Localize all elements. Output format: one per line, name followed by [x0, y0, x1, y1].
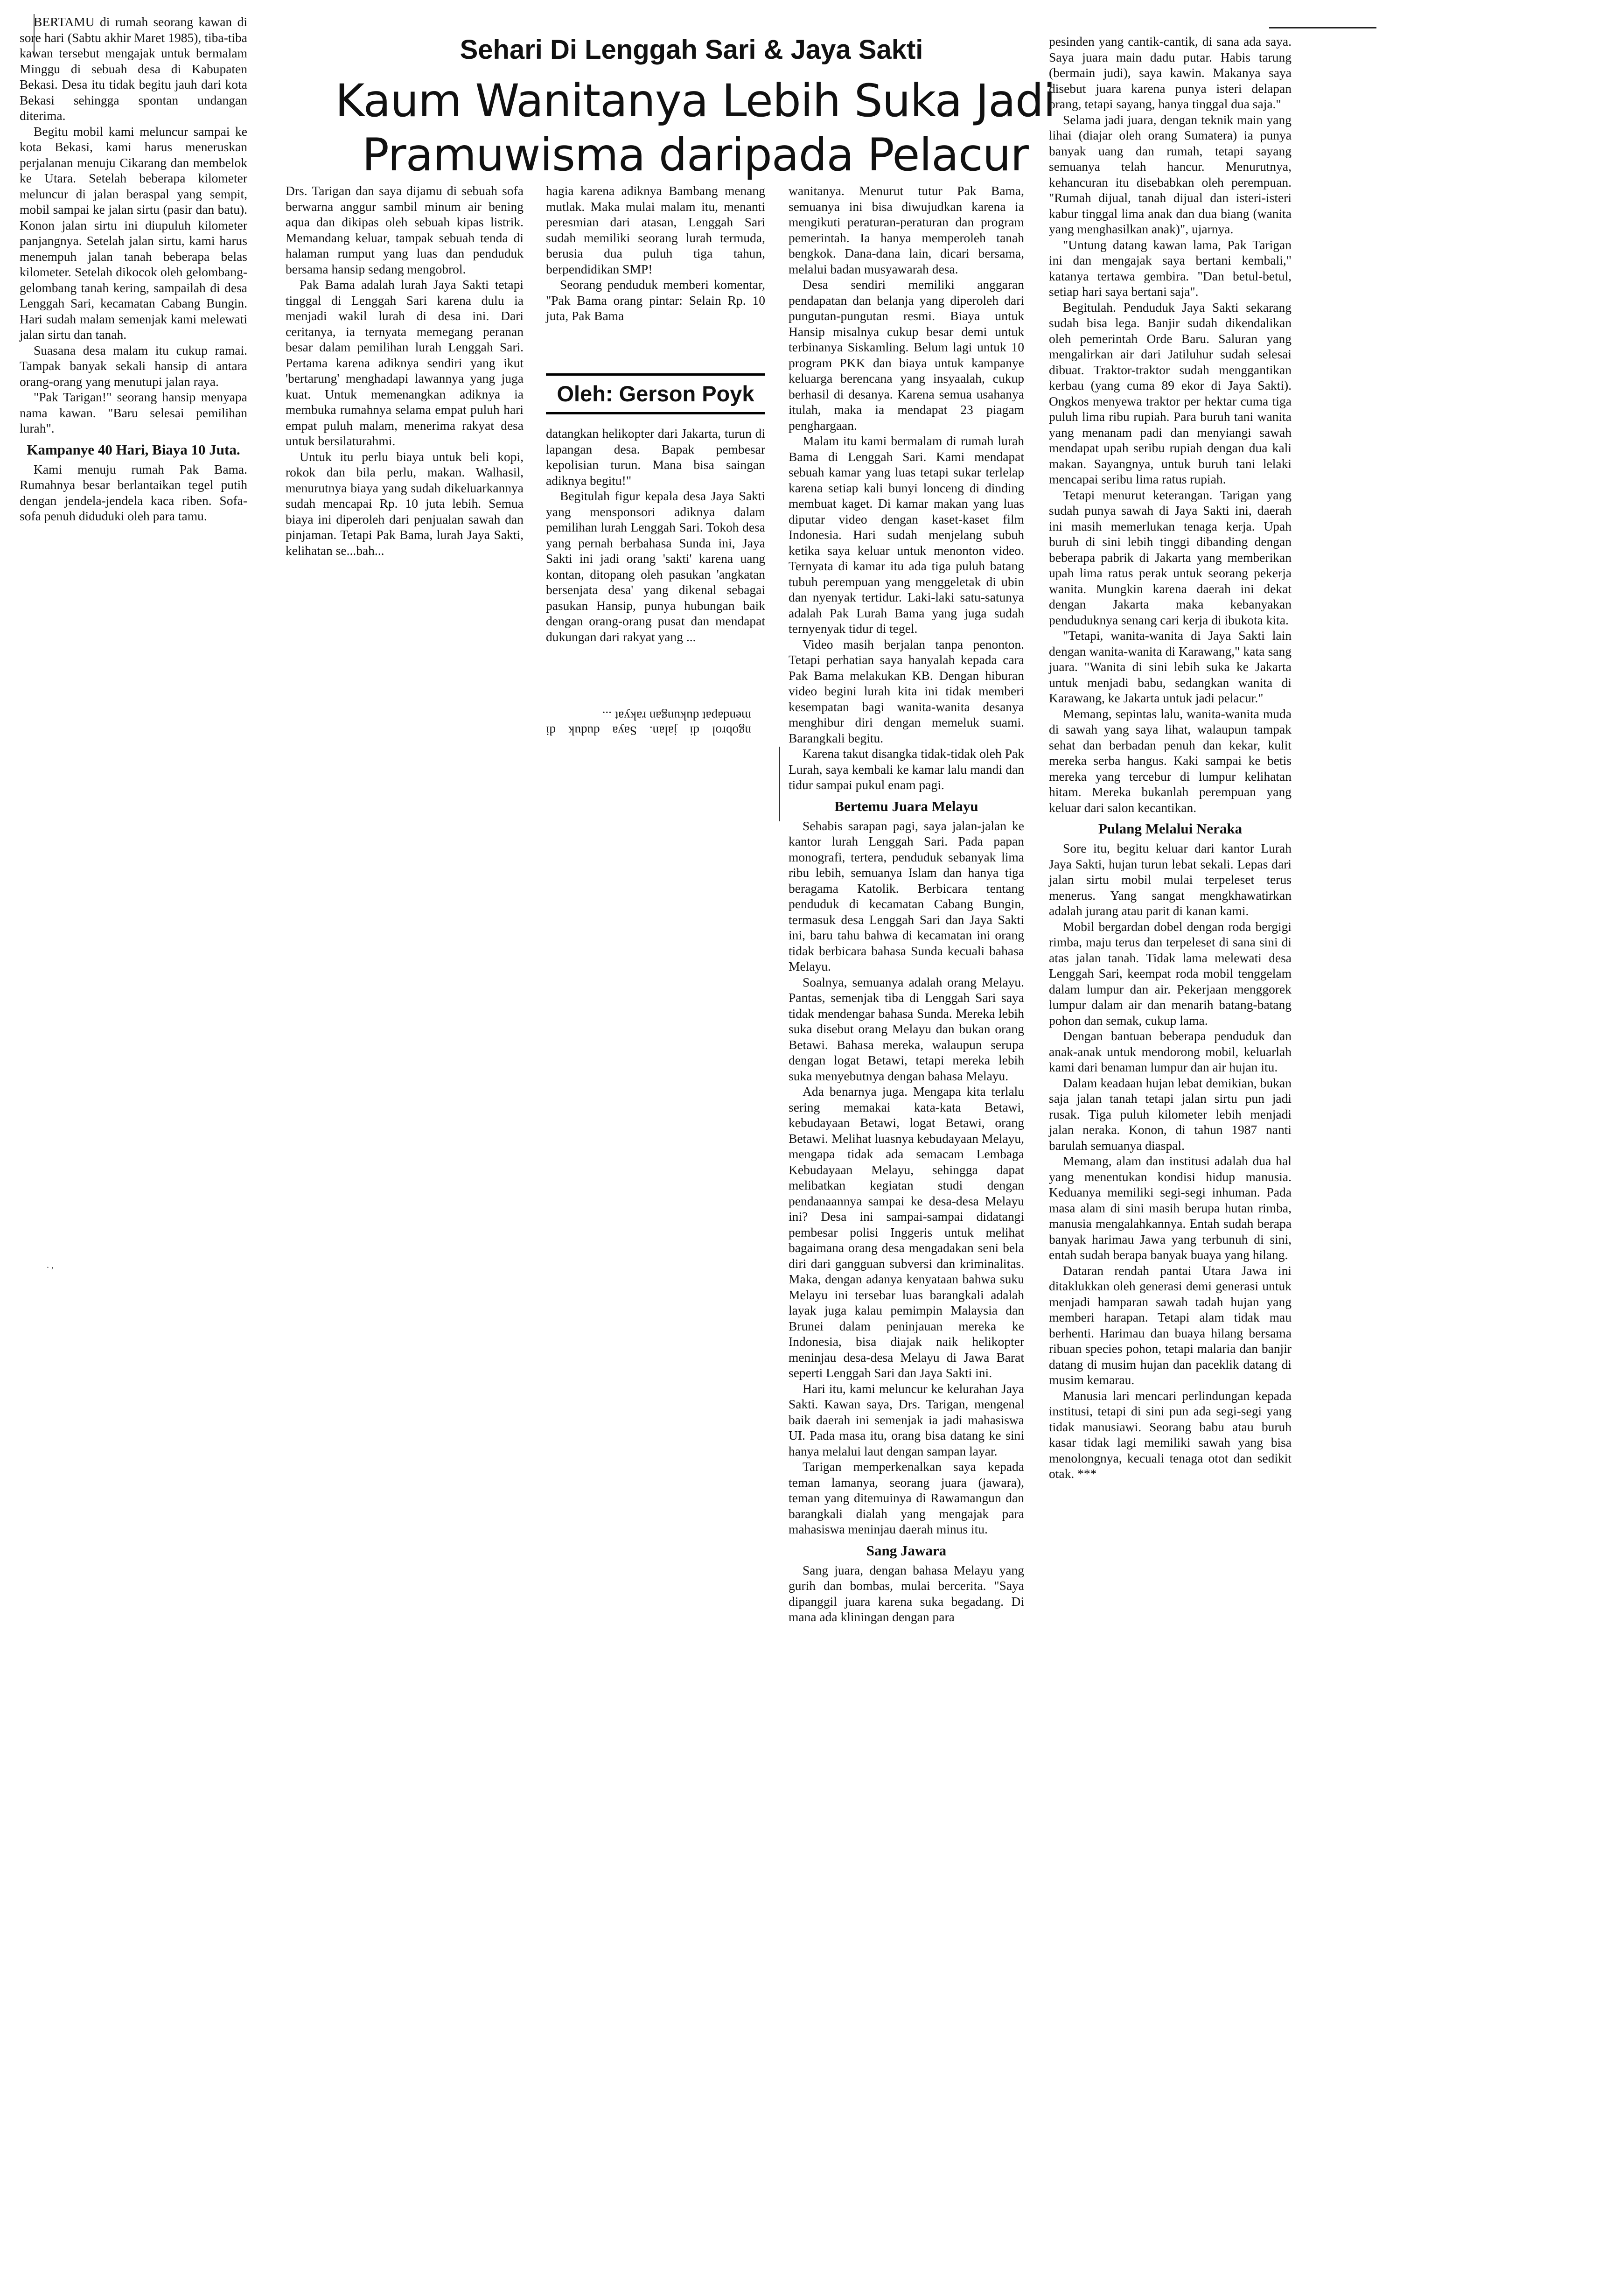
- paragraph: Sore itu, begitu keluar dari kantor Lurah Jaya Sakti, hujan turun lebat sekali. Lepas dari jalan sirtu mobil mulai terpeleset terus menerus. Yang sangat mengkhawatirkan adalah jurang atau parit di kanan kami.: [1049, 841, 1292, 918]
- column-1: [20, 14, 247, 524]
- paragraph: Drs. Tarigan dan saya dijamu di sebuah sofa berwarna anggur sambil minum air bening aqua dan dikipas oleh sebuah kipas listrik. Memandang keluar, tampak sebuah tenda di halaman rumput yang luas dan penduduk bersama hansip sedang mengobrol.: [286, 183, 524, 276]
- paragraph: Memang, sepintas lalu, wanita-wanita muda di sawah yang saya lihat, walaupun tampak sehat dan berbadan penuh dan kekar, kulit mereka serba hangus. Kaki sampai ke betis mereka yang tercebur di lumpur kelihatan hitam. Mereka bukanlah perempuan yang keluar dari salon kecantikan.: [1049, 706, 1292, 815]
- column-2: [286, 183, 524, 558]
- paragraph: Hari itu, kami meluncur ke kelurahan Jaya Sakti. Kawan saya, Drs. Tarigan, mengenal baik daerah ini semenjak ia jadi mahasiswa UI. Pada masa itu, orang bisa datang ke sini hanya melalui laut dengan sampan layar.: [789, 1381, 1024, 1458]
- paragraph: Kami menuju rumah Pak Bama. Rumahnya besar berlantaikan tegel putih dengan jendela-jendela kaca riben. Sofa-sofa penuh diduduki oleh para tamu.: [20, 462, 247, 523]
- headline-line-1: Kaum Wanitanya Lebih Suka Jadi: [335, 75, 1055, 127]
- paragraph: Sang juara, dengan bahasa Melayu yang gurih dan bombas, mulai bercerita. "Saya dipanggil juara karena suka begadang. Di mana ada kliningan dengan para: [789, 1562, 1024, 1624]
- column-rule: [779, 747, 780, 821]
- paragraph: Soalnya, semuanya adalah orang Melayu. Pantas, semenjak tiba di Lenggah Sari saya tidak mendengar bahasa Sunda. Mereka lebih suka disebut orang Melayu dan bukan orang Betawi. Bahasa mereka, walaupun serupa dengan logat Betawi, tetapi mereka lebih suka menyebutnya dengan bahasa Melayu.: [789, 974, 1024, 1083]
- paragraph: Tarigan memperkenalkan saya kepada teman lamanya, seorang juara (jawara), teman yang ditemuinya di Rawamangun dan barangkali dialah yang mengajak para mahasiswa meninjau daerah minus itu.: [789, 1459, 1024, 1536]
- inverted-text-fragment: [546, 708, 751, 738]
- paragraph: Suasana desa malam itu cukup ramai. Tampak banyak sekali hansip di antara orang-orang yang menutupi jalan raya.: [20, 343, 247, 389]
- paragraph: Begitulah. Penduduk Jaya Sakti sekarang sudah bisa lega. Banjir sudah dikendalikan oleh pemerintah Orde Baru. Saluran yang mengalirkan air dari Jatiluhur sudah selesai dibuat. Traktor-traktor sudah menggantikan kerbau (yang cuma 89 ekor di Jaya Sakti). Ongkos menyewa traktor per hektar cuma tiga puluh lima ribu rupiah. Para buruh tani wanita yang menanam padi dan menyiangi sawah mendapat upah seribu rupiah dengan dua kali makan. Sayangnya, untuk buruh tani lelaki mencapai seribu lima ratus rupiah.: [1049, 300, 1292, 486]
- paragraph: Video masih berjalan tanpa penonton. Tetapi perhatian saya hanyalah kepada cara Pak Bama melakukan KB. Dengan hiburan video begini lurah kita ini tidak memberi kesempatan bagi wanita-wanita desanya menghibur diri dengan memeluk suami. Barangkali begitu.: [789, 637, 1024, 745]
- headline-line-2: Pramuwisma daripada Pelacur: [362, 129, 1028, 181]
- scan-specks: . ,: [47, 1260, 54, 1270]
- paragraph: Pak Bama adalah lurah Jaya Sakti tetapi tinggal di Lenggah Sari karena dulu ia menjadi wakil lurah di desa ini. Dari ceritanya, ia ternyata memegang peranan besar dalam pemilihan lurah Lenggah Sari. Pertama karena adiknya sendiri yang ikut 'bertarung' menghadapi lawannya yang juga kuat. Untuk memenangkan adiknya ia membuka rumahnya selama empat puluh hari empat puluh malam, menerima rakyat desa untuk bersilaturahmi.: [286, 277, 524, 448]
- paragraph: Malam itu kami bermalam di rumah lurah Bama di Lenggah Sari. Kami mendapat sebuah kamar yang luas tetapi sukar terlelap karena setiap kali bunyi lonceng di dinding membuat kaget. Di kamar makan yang luas diputar video dengan kaset-kaset film Indonesia. Hari sudah menjelang subuh ketika saya keluar untuk menonton video. Ternyata di kamar itu ada tiga puluh batang tubuh perempuan yang menggeletak di ubin dan nyenyak tertidur. Laki-laki satu-satunya adalah Pak Lurah Bama yang juga sudah ternyenyak tidur di tegel.: [789, 434, 1024, 636]
- paragraph: "Pak Tarigan!" seorang hansip menyapa nama kawan. "Baru selesai pemilihan lurah".: [20, 390, 247, 435]
- paragraph: Dalam keadaan hujan lebat demikian, bukan saja jalan tanah tetapi jalan sirtu pun jadi rusak. Tiga puluh kilometer lebih menjadi jalan neraka. Konon, di tahun 1987 nanti barulah semuanya diaspal.: [1049, 1075, 1292, 1153]
- subheading: Bertemu Juara Melayu: [834, 798, 978, 814]
- paragraph: datangkan helikopter dari Jakarta, turun di lapangan desa. Bapak pembesar kepolisian turun. Mana bisa saingan adiknya begitu!": [546, 426, 765, 488]
- column-5: [1049, 34, 1292, 1482]
- paragraph: ngobrol di jalan. Saya duduk di mendapat dukungan rakyat ...: [546, 709, 751, 738]
- column-4: [789, 183, 1024, 1625]
- paragraph: Mobil bergardan dobel dengan roda bergigi rimba, maju terus dan terpeleset di sana sini di atas jalan tanah. Tidak lama melewati desa Lenggah Sari, keempat roda mobil tenggelam dalam lumpur dan air. Pekerjaan menggorek lumpur dalam air dan menarih batang-batang pohon dan semak, cukup lama.: [1049, 919, 1292, 1028]
- paragraph: Memang, alam dan institusi adalah dua hal yang menentukan kondisi hidup manusia. Keduanya memiliki segi-segi inhuman. Pada masa alam di sini masih berupa hutan rimba, manusia mengalahkannya. Entah sudah berapa banyak harimau Jawa yang terbunuh di sini, entah sudah berapa banyak buaya yang hilang.: [1049, 1154, 1292, 1262]
- paragraph: Untuk itu perlu biaya untuk beli kopi, rokok dan bila perlu, makan. Walhasil, menurutnya biaya yang sudah dikeluarkannya sudah mencapai Rp. 10 juta lebih. Semua biaya ini diperoleh dari penjualan sawah dan pinjaman. Tetapi Pak Bama, lurah Jaya Sakti, kelihatan se...bah...: [286, 449, 524, 558]
- paragraph: Karena takut disangka tidak-tidak oleh Pak Lurah, saya kembali ke kamar lalu mandi dan tidur sampai pukul enam pagi.: [789, 746, 1024, 792]
- subheading: Pulang Melalui Neraka: [1098, 820, 1243, 837]
- subheading: Kampanye 40 Hari, Biaya 10 Juta.: [27, 441, 240, 458]
- byline: Oleh: Gerson Poyk: [546, 373, 765, 414]
- subheading: Sang Jawara: [866, 1542, 947, 1559]
- paragraph: Selama jadi juara, dengan teknik main yang lihai (diajar oleh orang Sumatera) ia punya banyak uang dan rumah, tetapi sayang semuanya telah hancur. Menurutnya, kehancuran itu disebabkan oleh perempuan. "Rumah dijual, tanah dijual dan isteri-isteri kabur tinggal lima anak dan dua biang (wanita yang menghasilkan anak)", ujarnya.: [1049, 112, 1292, 236]
- paragraph: Tetapi menurut keterangan. Tarigan yang sudah punya sawah di Jaya Sakti ini, daerah ini masih memerlukan tenaga kerja. Upah buruh di sini lebih tinggi dibanding dengan beberapa pabrik di Jakarta yang memberikan upah lima ratus perak untuk seorang pekerja wanita. Mungkin karena daerah ini dekat dengan Jakarta maka kebanyakan penduduknya senang cari kerja di ibukota kita.: [1049, 487, 1292, 627]
- paragraph: wanitanya. Menurut tutur Pak Bama, semuanya ini bisa diwujudkan karena ia mengikuti peraturan-peraturan dan program pemerintah. Ia hanya memperoleh tanah bengkok. Dana-dana lain, dicari bersama, melalui badan musyawarah desa.: [789, 183, 1024, 276]
- column-3: [546, 183, 765, 324]
- paragraph: pesinden yang cantik-cantik, di sana ada saya. Saya juara main dadu putar. Habis tarung (bermain judi), saya kawin. Makanya saya disebut juara karena punya isteri delapan orang, tetapi sayang, hanya tinggal dua saja.": [1049, 34, 1292, 111]
- paragraph: "Tetapi, wanita-wanita di Jaya Sakti lain dengan wanita-wanita di Karawang," kata sang juara. "Wanita di sini lebih suka ke Jakarta untuk menjadi babu, sedangkan wanita di Karawang, ke Jakarta untuk jadi pelacur.": [1049, 628, 1292, 705]
- paragraph: Dengan bantuan beberapa penduduk dan anak-anak untuk mendorong mobil, keluarlah kami dari benaman lumpur dan air hujan itu.: [1049, 1029, 1292, 1074]
- paragraph: Sehabis sarapan pagi, saya jalan-jalan ke kantor lurah Lenggah Sari. Pada papan monografi, tertera, penduduk sebanyak lima ribu lebih, semuanya Islam dan hanya tiga beragama Katolik. Berbicara tentang penduduk di kecamatan Cabang Bungin, termasuk desa Lenggah Sari dan Jaya Sakti ini, baru tahu bahwa di kecamatan ini orang tidak berbicara bahasa Sunda kecuali bahasa Melayu.: [789, 818, 1024, 973]
- paragraph: hagia karena adiknya Bambang menang mutlak. Maka mulai malam itu, menanti peresmian dari atasan, Lenggah Sari sudah memiliki seorang lurah termuda, berusia dua puluh tiga tahun, berpendidikan SMP!: [546, 183, 765, 276]
- top-rule: [1269, 27, 1376, 28]
- paragraph: Begitulah figur kepala desa Jaya Sakti yang mensponsori adiknya dalam pemilihan lurah Lenggah Sari. Tokoh desa yang pernah berbahasa Sunda ini, Jaya Sakti ini jadi orang 'sakti' karena uang kontan, ditopang oleh pasukan 'angkatan bersenjata desa' yang dikenal sebagai pasukan Hansip, punya hubungan baik dengan orang-orang pusat dan mendapat dukungan dari rakyat yang ...: [546, 489, 765, 644]
- paragraph: Desa sendiri memiliki anggaran pendapatan dan belanja yang diperoleh dari pungutan-pungutan resmi. Biaya untuk Hansip misalnya cukup besar demi untuk terbinanya Siskamling. Belum lagi untuk 10 program PKK dan biaya untuk kampanye keluarga berencana yang insyaalah, cukup berhasil di desanya. Karena semua usahanya itulah, maka ia mendapat 23 piagam penghargaan.: [789, 277, 1024, 433]
- paragraph: Seorang penduduk memberi komentar, "Pak Bama orang pintar: Selain Rp. 10 juta, Pak Bama: [546, 277, 765, 323]
- article-kicker: Sehari Di Lenggah Sari & Jaya Sakti: [460, 35, 923, 65]
- paragraph: Begitu mobil kami meluncur sampai ke kota Bekasi, kami harus meneruskan perjalanan menuju Cikarang dan membelok ke Utara. Setelah beberapa kilometer meluncur di jalan beraspal yang sempit, mobil sampai ke jalan sirtu (pasir dan batu). Konon jalan sirtu ini diupuluh kilometer panjangnya. Setelah jalan sirtu, kami harus menempuh jalan tanah beberapa belas kilometer. Setelah dikocok oleh gelombang-gelombang tanah kering, sampailah di desa Lenggah Sari, kecamatan Cabang Bungin. Hari sudah malam semenjak kami melewati jalan sirtu dan tanah.: [20, 124, 247, 342]
- paragraph: BERTAMU di rumah seorang kawan di sore hari (Sabtu akhir Maret 1985), tiba-tiba kawan tersebut mengajak untuk bermalam Minggu di sebuah desa di Kabupaten Bekasi. Desa itu tidak begitu jauh dari kota Bekasi sehingga spontan undangan diterima.: [20, 14, 247, 123]
- article-headline: [271, 74, 1120, 182]
- paragraph: Dataran rendah pantai Utara Jawa ini ditaklukkan oleh generasi demi generasi untuk menjadi hamparan sawah tadah hujan yang memberi harapan. Tetapi alam tidak mau berhenti. Harimau dan buaya hilang bersama ribuan species pohon, tetapi malaria dan banjir datang di musim hujan dan paceklik datang di musim kemarau.: [1049, 1263, 1292, 1387]
- paragraph: Manusia lari mencari perlindungan kepada institusi, tetapi di sini pun ada segi-segi yang tidak manusiawi. Seorang babu atau buruh kasar tidak lagi memiliki sawah yang bisa menolongnya, kecuali tenaga otot dan sedikit otak. ***: [1049, 1388, 1292, 1481]
- column-3-continued: [546, 426, 765, 644]
- paragraph: "Untung datang kawan lama, Pak Tarigan ini dan mengajak saya bertani kembali," katanya tertawa gembira. "Dan betul-betul, setiap hari saya bertani saja".: [1049, 237, 1292, 299]
- paragraph: Ada benarnya juga. Mengapa kita terlalu sering memakai kata-kata Betawi, kebudayaan Betawi, logat Betawi, orang Betawi. Melihat luasnya kebudayaan Melayu, mengapa tidak ada semacam Lembaga Kebudayaan Melayu, sehingga dapat melibatkan kegiatan studi dengan pendanaannya sampai ke desa-desa Melayu ini? Desa ini sampai-sampai didatangi pembesar polisi Inggeris untuk melihat bagaimana orang desa mengadakan seni bela diri dari gangguan subversi dan kriminalitas. Maka, dengan adanya kenyataan bahwa suku Melayu ini tersebar luas barangkali adalah layak juga kalau pemimpin Malaysia dan Brunei dalam peninjauan mereka ke Indonesia, bisa diajak naik helikopter meninjau desa-desa Melayu di Jawa Barat seperti Lenggah Sari dan Jaya Sakti ini.: [789, 1084, 1024, 1380]
